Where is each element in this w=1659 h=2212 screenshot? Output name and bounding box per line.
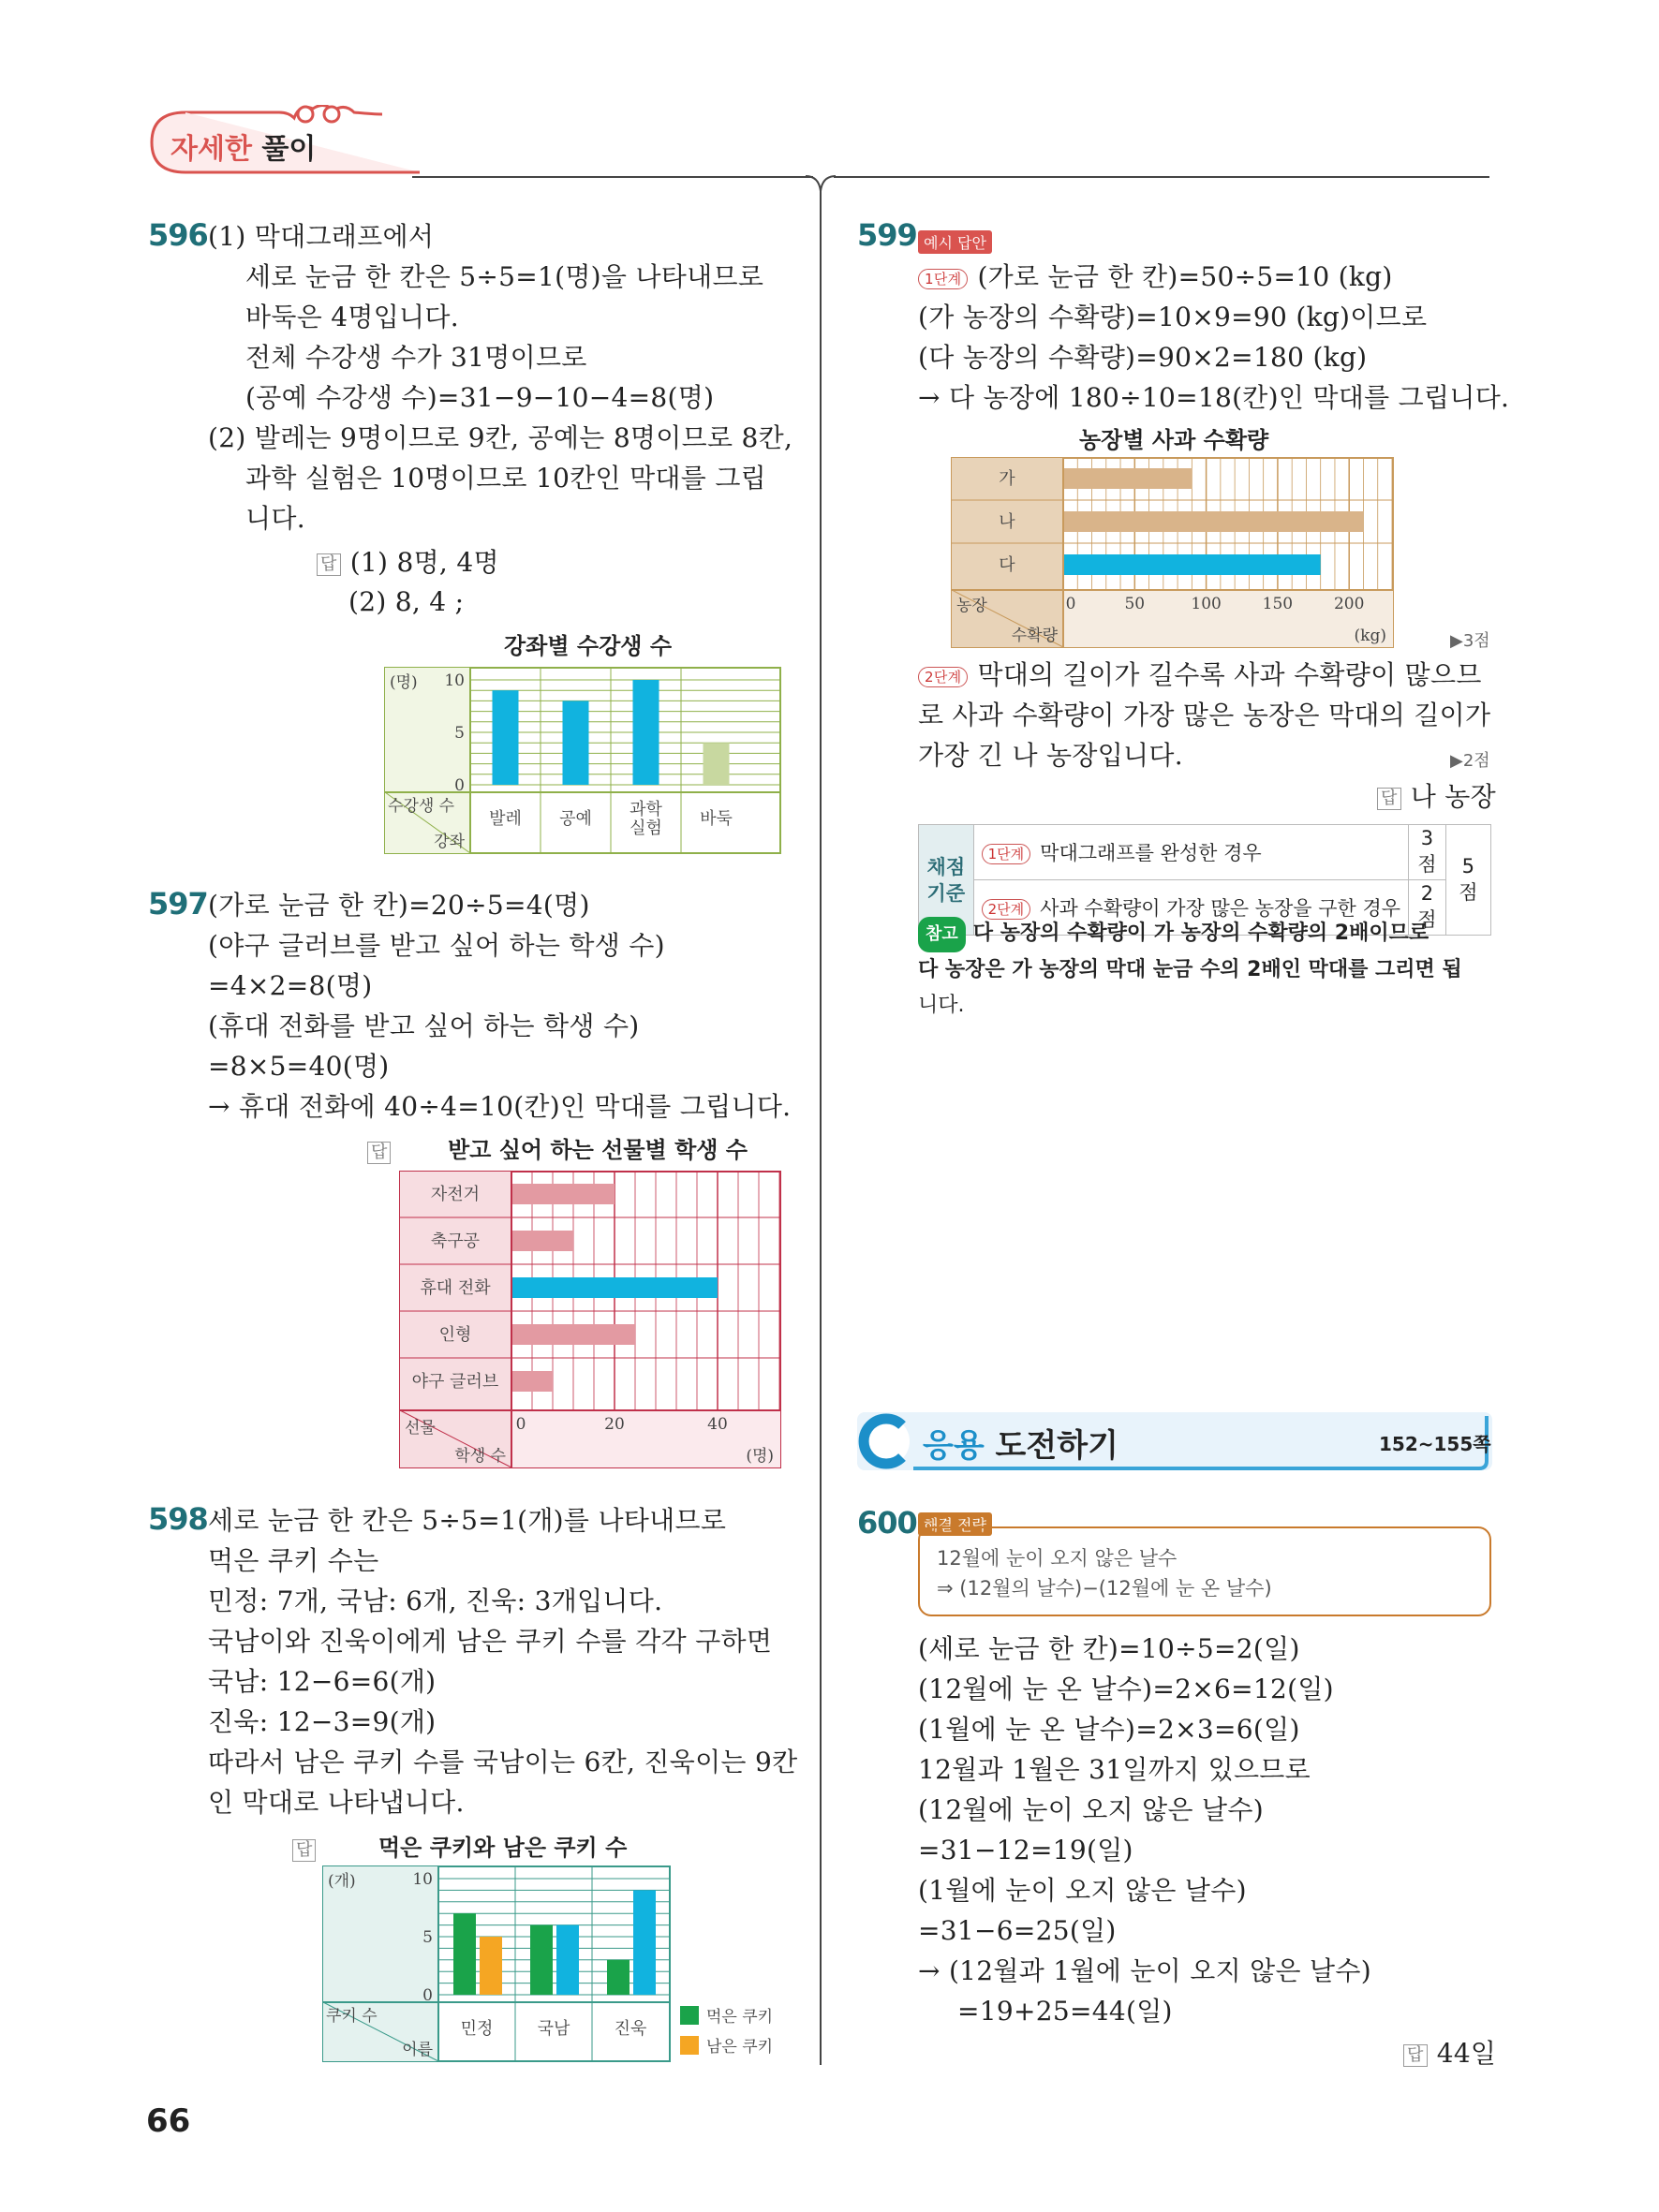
bar-left-민정 (480, 1937, 502, 1995)
tick-label-공예: 공예 (559, 809, 592, 829)
p600-line-8: → (12월과 1월에 눈이 오지 않은 날수) (918, 1955, 1371, 1986)
strategy-text (937, 1543, 1272, 1603)
p600-line-2: (1월에 눈 온 날수)=2×3=6(일) (918, 1714, 1300, 1745)
grading-row-2-points: 2점 (1409, 880, 1446, 936)
p599-note (918, 916, 1462, 1024)
x-tick-label: 20 (604, 1415, 625, 1434)
x-axis-label: 수확량 (1011, 627, 1058, 645)
bar-eaten-진욱 (607, 1960, 630, 1995)
p596-line-4: (공예 수강생 수)=31−9−10−4=8(명) (245, 382, 715, 413)
p599-line-0 (918, 258, 1393, 297)
tick-label-휴대 전화: 휴대 전화 (420, 1278, 491, 1298)
p599-line2-0 (918, 656, 1482, 695)
p600-line-1: (12월에 눈 온 날수)=2×6=12(일) (918, 1674, 1334, 1704)
tick-label-가: 가 (999, 469, 1015, 489)
chart-599-title: 농장별 사과 수확량 (1079, 427, 1269, 453)
grading-label-2: 기준 (926, 881, 966, 905)
p596-answer-1 (317, 543, 499, 582)
strategy-badge: 해결 전략 (918, 1512, 992, 1536)
step-1-badge: 1단계 (918, 269, 968, 289)
bar-바둑 (704, 743, 730, 785)
bar-발레 (493, 690, 519, 785)
bar-가 (1063, 468, 1192, 489)
p596-line-2: 바둑은 4명입니다. (245, 302, 459, 332)
p598-line-2: 민정: 7개, 국남: 6개, 진욱: 3개입니다. (208, 1585, 663, 1616)
p597-line-2: =4×2=8(명) (208, 970, 373, 1001)
legend-swatch-left (680, 2036, 699, 2055)
bar-야구 글러브 (511, 1371, 553, 1392)
answer-mark: 답 (292, 1839, 316, 1862)
chart-label-column (385, 668, 470, 853)
grading-row-1 (973, 825, 1408, 880)
header-rule-right (834, 176, 1489, 178)
column-divider (820, 187, 822, 2065)
p600-line-9: =19+25=44(일) (957, 1996, 1173, 2027)
y-axis-label: 농장 (956, 597, 987, 615)
y-axis-label: 선물 (405, 1419, 436, 1438)
p596-answer-1-text: (1) 8명, 4명 (349, 547, 499, 578)
x-tick-label: 0 (1065, 595, 1076, 613)
p599-points-2: ▶2점 (1450, 751, 1490, 771)
bar-인형 (511, 1324, 635, 1345)
legend-swatch-eaten (680, 2006, 699, 2025)
p599-line-0-text: (가로 눈금 한 칸)=50÷5=10 (kg) (977, 261, 1393, 292)
answer-mark: 답 (1403, 2044, 1428, 2067)
p596-line-7: 니다. (245, 503, 305, 534)
strategy-line-1: 12월에 눈이 오지 않은 날수 (937, 1547, 1178, 1570)
problem-598-number: 598 (148, 1501, 208, 1537)
y-tick-label: 10 (444, 671, 465, 690)
x-axis-label: 학생 수 (454, 1447, 506, 1466)
bar-공예 (563, 700, 589, 785)
bar-eaten-국남 (530, 1925, 553, 1995)
p599-line-3: → 다 농장에 180÷10=18(칸)인 막대를 그립니다. (918, 382, 1510, 413)
p599-answer (1377, 777, 1496, 817)
bar-축구공 (511, 1231, 573, 1251)
chart-596 (384, 667, 782, 856)
tick-label-과학 실험: 실험 (630, 818, 662, 838)
grading-row-1-points: 3점 (1409, 825, 1446, 880)
bar-left-국남 (556, 1925, 579, 1995)
y-tick-label: 0 (422, 1986, 433, 2005)
tick-label-진욱: 진욱 (614, 2019, 647, 2039)
answer-mark: 답 (1377, 788, 1401, 810)
grading-label-1: 채점 (926, 855, 966, 878)
p596-line-1: 세로 눈금 한 칸은 5÷5=1(명)을 나타내므로 (245, 261, 764, 292)
bar-휴대 전화 (511, 1277, 718, 1298)
bar-과학 실험 (633, 680, 659, 785)
unit-label: (명) (390, 673, 418, 692)
unit-label: (kg) (1354, 627, 1386, 645)
bar-eaten-민정 (453, 1913, 476, 1995)
grading-total: 5점 (1445, 825, 1490, 936)
section-pages: 152~155쪽 (1379, 1433, 1491, 1455)
header-title-rest: 풀이 (261, 133, 317, 166)
x-tick-label: 150 (1262, 595, 1294, 613)
x-tick-label: 40 (707, 1415, 728, 1434)
y-tick-label: 5 (454, 724, 465, 743)
p600-answer (1403, 2034, 1496, 2073)
p599-line2-0-text: 막대의 길이가 길수록 사과 수확량이 많으므 (977, 659, 1482, 690)
y-tick-label: 10 (412, 1870, 433, 1889)
note-line-1: 다 농장의 수확량이 가 농장의 수확량의 2배이므로 (972, 922, 1429, 945)
y-tick-label: 5 (422, 1928, 433, 1947)
axis-band (511, 1410, 780, 1467)
problem-597-number: 597 (148, 886, 208, 922)
p598-line-4: 국남: 12−6=6(개) (208, 1666, 437, 1697)
chart-597 (399, 1171, 783, 1470)
p600-answer-text: 44일 (1436, 2038, 1497, 2069)
bar-left-진욱 (633, 1890, 656, 1995)
bar-나 (1063, 511, 1363, 532)
chart-598-title: 먹은 쿠키와 남은 쿠키 수 (378, 1835, 628, 1861)
p597-line-5: → 휴대 전화에 40÷4=10(칸)인 막대를 그립니다. (208, 1091, 792, 1122)
p598-line-3: 국남이와 진욱이에게 남은 쿠키 수를 각각 구하면 (208, 1626, 773, 1657)
p600-line-0: (세로 눈금 한 칸)=10÷5=2(일) (918, 1633, 1300, 1664)
tick-label-야구 글러브: 야구 글러브 (411, 1372, 499, 1392)
column-divider-curve (806, 174, 836, 193)
x-tick-label: 200 (1333, 595, 1365, 613)
x-axis-label: 이름 (402, 2041, 433, 2059)
p598-line-0: 세로 눈금 한 칸은 5÷5=1(개)를 나타내므로 (208, 1505, 727, 1536)
tick-label-자전거: 자전거 (430, 1185, 481, 1204)
y-axis-label: 수강생 수 (388, 797, 455, 816)
legend-label-eaten: 먹은 쿠키 (706, 2008, 774, 2027)
p599-badge-wrap (918, 225, 992, 256)
x-tick-label: 50 (1124, 595, 1146, 613)
page-number: 66 (146, 2102, 191, 2140)
tick-label-국남: 국남 (537, 2019, 570, 2039)
header-title (170, 125, 316, 167)
tick-label-발레: 발레 (489, 809, 522, 829)
note-badge: 참고 (918, 917, 966, 952)
tick-label-바둑: 바둑 (700, 809, 733, 829)
p600-line-6: (1월에 눈이 오지 않은 날수) (918, 1875, 1247, 1906)
y-tick-label: 0 (454, 776, 465, 795)
y-axis-label: 쿠키 수 (326, 2007, 378, 2026)
unit-label: (명) (746, 1447, 774, 1466)
answer-mark: 답 (367, 1142, 391, 1164)
p596-line-0: (1) 막대그래프에서 (208, 221, 435, 252)
p598-answer-mark-wrap (292, 1833, 325, 1864)
p600-line-5: =31−12=19(일) (918, 1835, 1133, 1865)
example-answer-badge: 예시 답안 (918, 230, 992, 254)
chart-596-title: 강좌별 수강생 수 (504, 633, 672, 659)
tick-label-인형: 인형 (438, 1325, 472, 1345)
header-rule (412, 176, 813, 178)
p599-answer-text: 나 농장 (1410, 781, 1496, 812)
answer-mark: 답 (317, 553, 341, 576)
p599-line-1: (가 농장의 수확량)=10×9=90 (kg)이므로 (918, 302, 1428, 332)
section-title-accent: 응용 (923, 1427, 985, 1465)
note-line-3: 니다. (918, 994, 965, 1017)
p599-points-1: ▶3점 (1450, 631, 1490, 651)
tick-label-나: 나 (999, 512, 1015, 532)
problem-596-number: 596 (148, 217, 208, 253)
p599-line-2: (다 농장의 수확량)=90×2=180 (kg) (918, 342, 1368, 373)
chart-599 (951, 457, 1396, 650)
p599-line2-2: 가장 긴 나 농장입니다. (918, 740, 1183, 771)
grading-row-2-text: 사과 수확량이 가장 많은 농장을 구한 경우 (1040, 897, 1401, 920)
step-2-badge: 2단계 (918, 667, 968, 687)
bar-자전거 (511, 1184, 615, 1204)
p598-line-6: 따라서 남은 쿠키 수를 국남이는 6칸, 진욱이는 9칸 (208, 1747, 798, 1777)
strategy-line-2: ⇒ (12월의 날수)−(12월에 눈 온 날수) (937, 1577, 1272, 1600)
p598-line-7: 인 막대로 나타냅니다. (208, 1787, 465, 1818)
legend-label-left: 남은 쿠키 (706, 2038, 774, 2057)
p596-line-6: 과학 실험은 10명이므로 10칸인 막대를 그립 (245, 463, 767, 494)
note-line-2: 다 농장은 가 농장의 막대 눈금 수의 2배인 막대를 그리면 됩 (918, 958, 1462, 981)
unit-label: (개) (328, 1872, 356, 1891)
step-2-badge: 2단계 (982, 899, 1031, 920)
x-tick-label: 100 (1191, 595, 1222, 613)
p597-line-0: (가로 눈금 한 칸)=20÷5=4(명) (208, 890, 590, 921)
p596-answer-2: (2) 8, 4 ; (348, 586, 465, 617)
p598-line-1: 먹은 쿠키 수는 (208, 1545, 379, 1576)
p600-line-4: (12월에 눈이 오지 않은 날수) (918, 1794, 1264, 1825)
p596-line-5: (2) 발레는 9명이므로 9칸, 공예는 8명이므로 8칸, (208, 422, 793, 453)
p597-line-4: =8×5=40(명) (208, 1051, 390, 1082)
p600-line-3: 12월과 1월은 31일까지 있으므로 (918, 1754, 1311, 1785)
header-title-accent: 자세한 (170, 133, 252, 166)
problem-599-number: 599 (857, 217, 917, 253)
p597-line-1: (야구 글러브를 받고 싶어 하는 학생 수) (208, 930, 665, 961)
bar-다 (1063, 554, 1321, 575)
x-axis-label: 강좌 (434, 833, 465, 851)
tick-label-축구공: 축구공 (430, 1231, 481, 1251)
chart-597-title: 받고 싶어 하는 선물별 학생 수 (448, 1137, 748, 1163)
x-tick-label: 0 (515, 1415, 526, 1434)
tick-label-다: 다 (999, 555, 1015, 575)
p599-line2-1: 로 사과 수확량이 가장 많은 농장은 막대의 길이가 (918, 700, 1491, 730)
section-title (923, 1420, 1118, 1466)
p596-line-3: 전체 수강생 수가 31명이므로 (245, 342, 587, 373)
step-1-badge: 1단계 (982, 844, 1031, 864)
grading-row-1-text: 막대그래프를 완성한 경우 (1040, 842, 1262, 864)
problem-600-number: 600 (857, 1505, 917, 1541)
p600-line-7: =31−6=25(일) (918, 1915, 1117, 1946)
p598-line-5: 진욱: 12−3=9(개) (208, 1706, 437, 1737)
p597-line-3: (휴대 전화를 받고 싶어 하는 학생 수) (208, 1010, 640, 1041)
chart-598 (322, 1865, 791, 2064)
p597-answer-mark-wrap (367, 1135, 400, 1166)
section-title-rest: 도전하기 (995, 1427, 1118, 1465)
tick-label-과학 실험: 과학 (630, 800, 662, 819)
tick-label-민정: 민정 (460, 2019, 494, 2039)
